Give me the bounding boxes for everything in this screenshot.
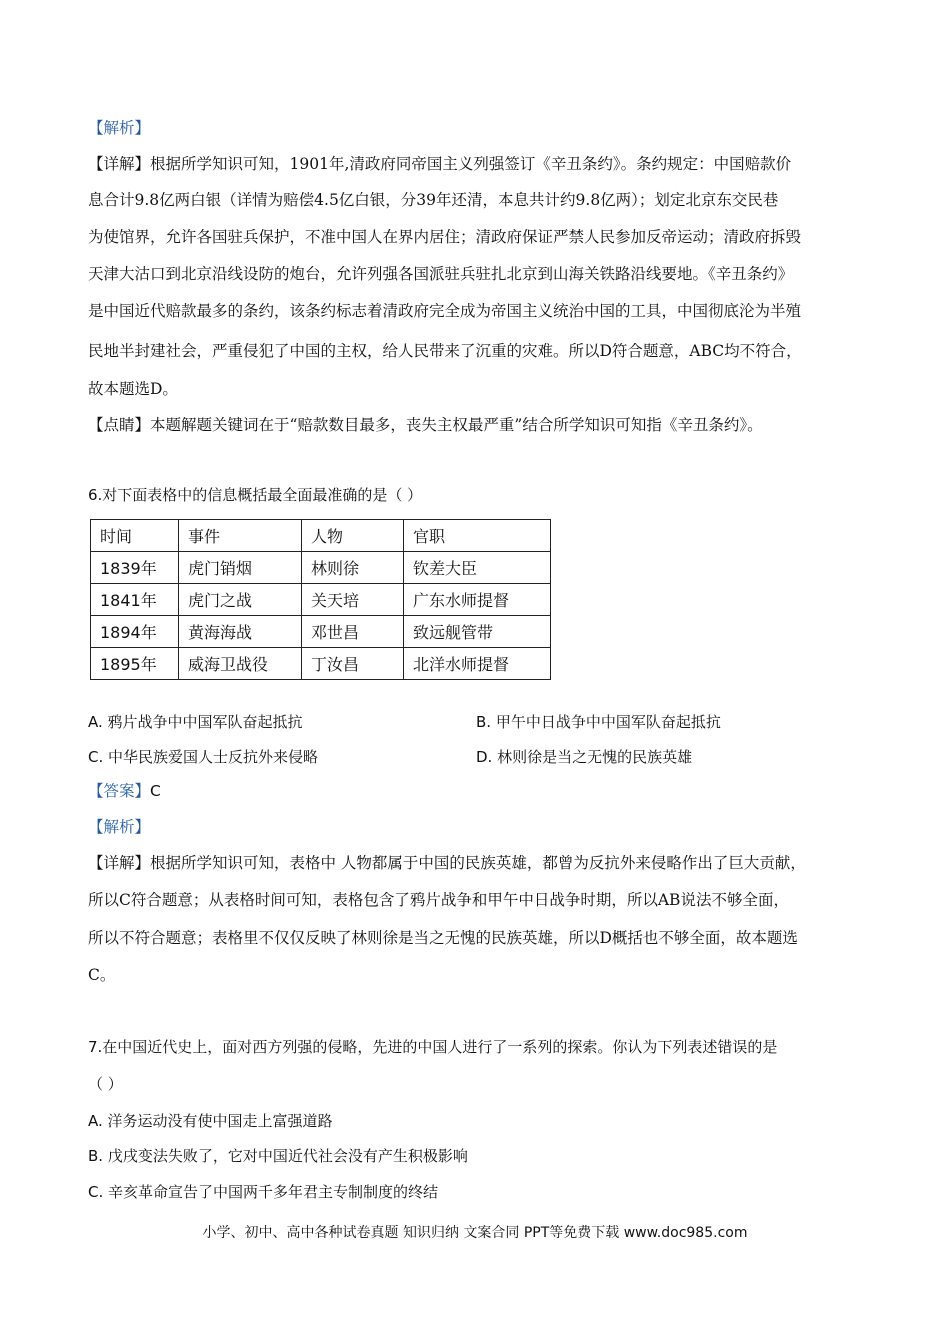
table-cell: 1894年 (91, 616, 179, 648)
table-cell: 致远舰管带 (404, 616, 551, 648)
analysis-tag: 【解析】 (88, 119, 151, 137)
table-row (91, 616, 551, 648)
question-6-stem: 6.对下面表格中的信息概括最全面最准确的是（ ） (88, 486, 423, 504)
table-cell: 广东水师提督 (404, 584, 551, 616)
option-c: C. 中华民族爱国人士反抗外来侵略 (88, 748, 319, 766)
table-cell: 林则徐 (302, 552, 404, 584)
table-row (91, 584, 551, 616)
table-cell: 虎门销烟 (179, 552, 302, 584)
detail-line: 所以C符合题意；从表格时间可知，表格包含了鸦片战争和甲午中日战争时期，所以AB说法不够全面， (88, 891, 789, 909)
table-header-cell: 人物 (302, 520, 404, 552)
option-a: A. 洋务运动没有使中国走上富强道路 (88, 1112, 333, 1130)
detail-line: 息合计9.8亿两白银（详情为赔偿4.5亿白银，分39年还清，本息共计约9.8亿两）；划定北京东交民巷 (88, 191, 779, 209)
table-header-cell: 官职 (404, 520, 551, 552)
table-cell: 威海卫战役 (179, 648, 302, 680)
tip-line: 【点睛】本题解题关键词在于“赔款数目最多，丧失主权最严重”结合所学知识可知指《辛丑条约》。 (88, 416, 763, 434)
detail-line: 为使馆界，允许各国驻兵保护，不准中国人在界内居住；清政府保证严禁人民参加反帝运动；清政府拆毁 (88, 228, 802, 246)
answer-line (88, 780, 161, 802)
question-7-stem: 7.在中国近代史上，面对西方列强的侵略，先进的中国人进行了一系列的探索。你认为下列表述错误的是 (88, 1038, 778, 1056)
detail-line: 所以不符合题意；表格里不仅仅反映了林则徐是当之无愧的民族英雄，所以D概括也不够全面，故本题选 (88, 929, 798, 947)
table-cell: 1841年 (91, 584, 179, 616)
answer-tag: 【答案】 (88, 782, 151, 800)
table-header-cell: 时间 (91, 520, 179, 552)
table-row (91, 648, 551, 680)
answer-value: C (150, 782, 161, 800)
option-c: C. 辛亥革命宣告了中国两千多年君主专制制度的终结 (88, 1183, 439, 1201)
table-header-cell: 事件 (179, 520, 302, 552)
detail-line: C。 (88, 966, 116, 984)
option-b: B. 甲午中日战争中中国军队奋起抵抗 (476, 713, 721, 731)
table-header-row (91, 520, 551, 552)
question-7-stem-cont: （ ） (88, 1075, 123, 1093)
option-d: D. 林则徐是当之无愧的民族英雄 (476, 748, 693, 766)
table-cell: 丁汝昌 (302, 648, 404, 680)
table-row (91, 552, 551, 584)
detail-line: 故本题选D。 (88, 380, 178, 398)
option-a: A. 鸦片战争中中国军队奋起抵抗 (88, 713, 303, 731)
detail-line: 【详解】根据所学知识可知，1901年,清政府同帝国主义列强签订《辛丑条约》。条约规定：中国赔款价 (88, 155, 792, 173)
detail-line: 民地半封建社会，严重侵犯了中国的主权，给人民带来了沉重的灾难。所以D符合题意，ABC均不符合， (88, 342, 802, 360)
analysis-tag: 【解析】 (88, 818, 151, 836)
table-cell: 虎门之战 (179, 584, 302, 616)
table-cell: 1839年 (91, 552, 179, 584)
info-table (90, 519, 551, 680)
table-cell: 邓世昌 (302, 616, 404, 648)
detail-line: 是中国近代赔款最多的条约，该条约标志着清政府完全成为帝国主义统治中国的工具，中国彻底沦为半殖 (88, 302, 802, 320)
footer-text: 小学、初中、高中各种试卷真题 知识归纳 文案合同 PPT等免费下载 www.doc985.com (202, 1225, 748, 1241)
table-cell: 1895年 (91, 648, 179, 680)
table-cell: 北洋水师提督 (404, 648, 551, 680)
table-cell: 钦差大臣 (404, 552, 551, 584)
detail-line: 【详解】根据所学知识可知，表格中 人物都属于中国的民族英雄，都曾为反抗外来侵略作出了巨大贡献， (88, 854, 806, 872)
table-cell: 黄海海战 (179, 616, 302, 648)
detail-line: 天津大沽口到北京沿线设防的炮台，允许列强各国派驻兵驻扎北京到山海关铁路沿线要地。《辛丑条约》 (88, 265, 794, 283)
table-cell: 关天培 (302, 584, 404, 616)
option-b: B. 戊戌变法失败了，它对中国近代社会没有产生积极影响 (88, 1147, 468, 1165)
